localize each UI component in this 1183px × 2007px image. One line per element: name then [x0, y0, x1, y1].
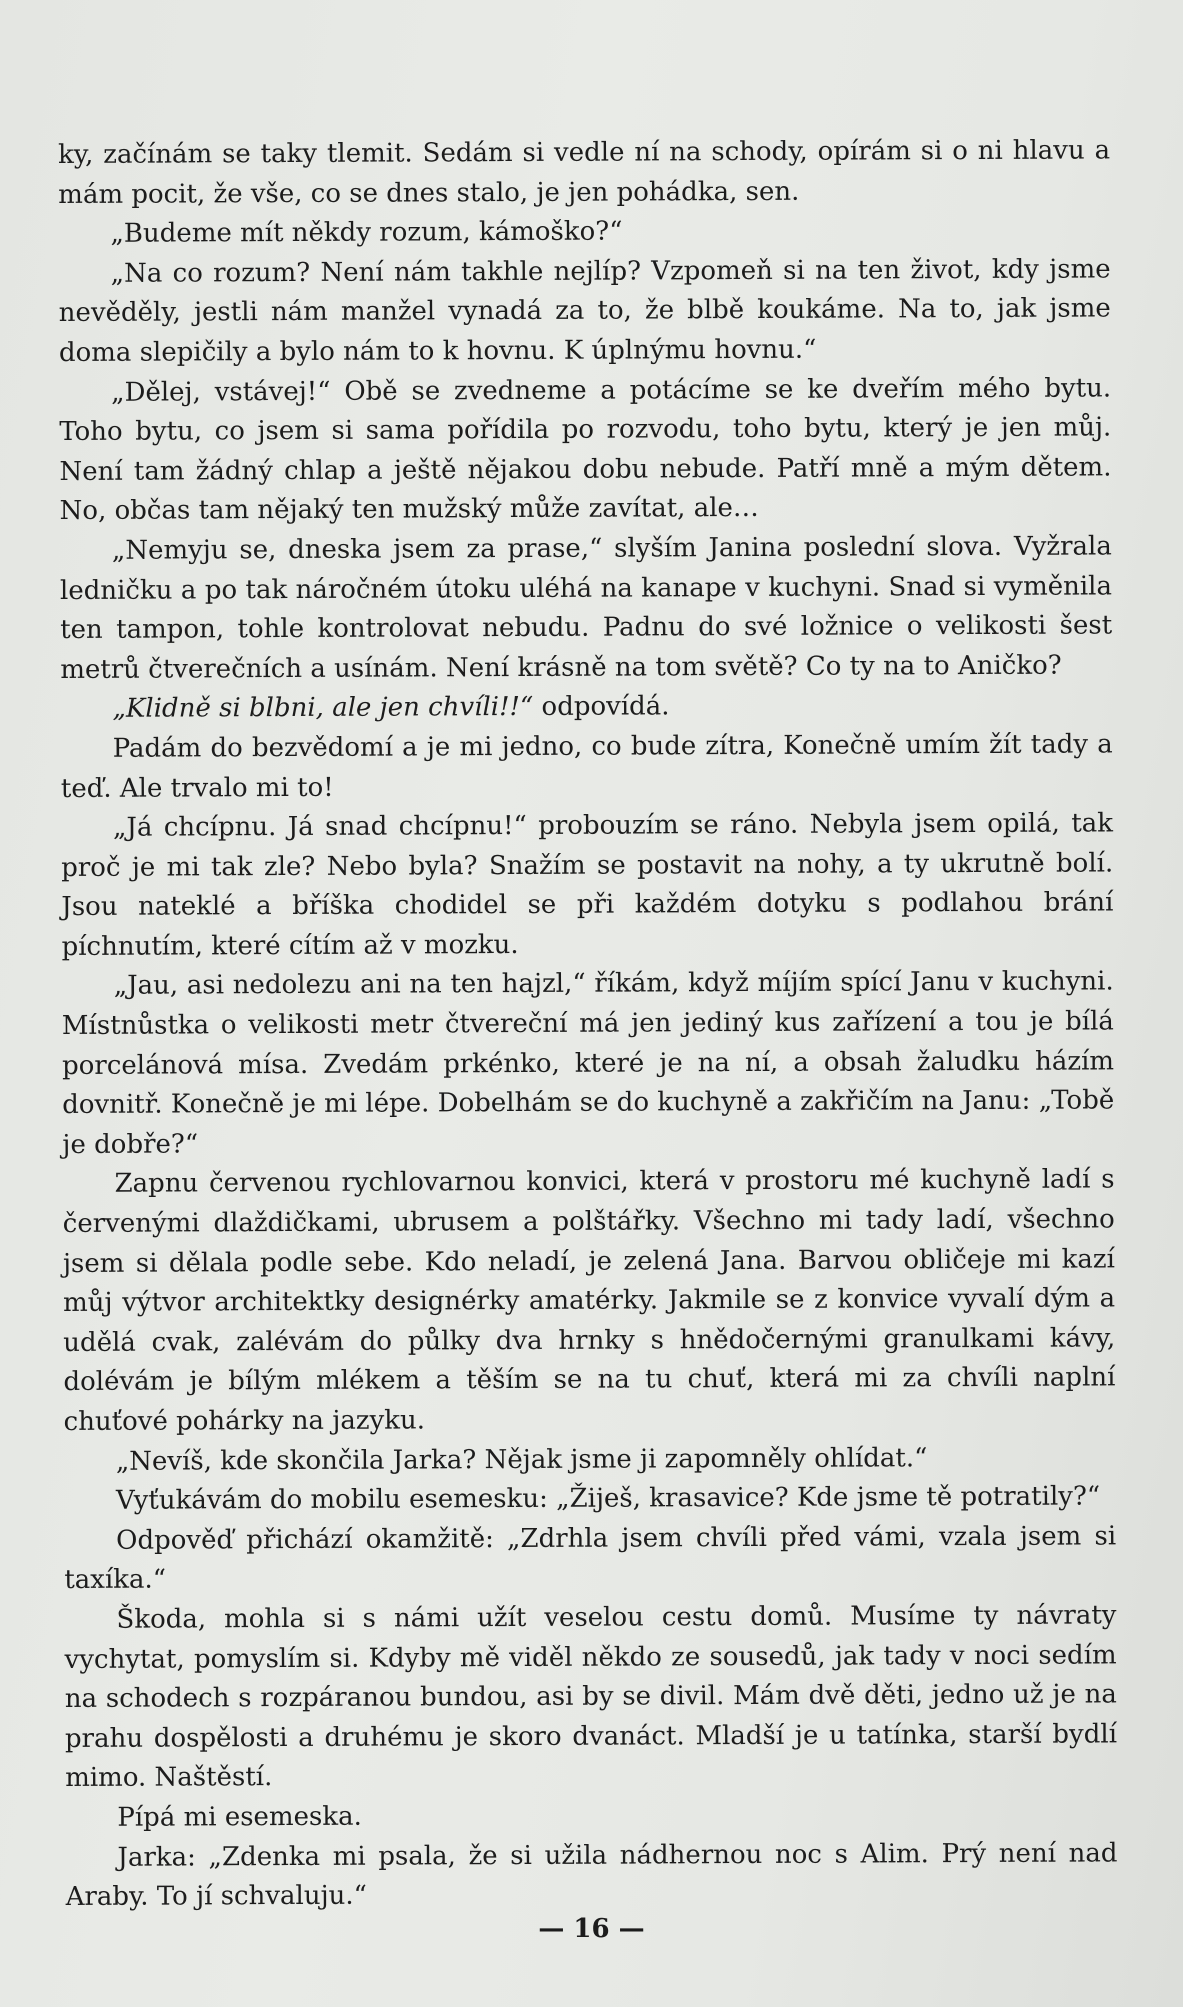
paragraph: ky, začínám se taky tlemit. Sedám si vedle ní na schody, opírám si o ni hlavu a mám pocit, že vše, co se dnes stalo, je jen pohádka, sen.: [58, 135, 1111, 210]
italic-quote: „Klidně si blbni, ale jen chvíli!!“: [112, 692, 534, 725]
paragraph: „Dělej, vstávej!“ Obě se zvedneme a potácíme se ke dveřím mého bytu. Toho bytu, co jsem si sama pořídila po rozvodu, toho bytu, který je jen můj. Není tam žádný chlap a ještě nějakou dobu nebude. Patří mně a mým dětem. No, občas tam nějaký ten mužský může zavítat, ale…: [59, 372, 1112, 527]
paragraph: Padám do bezvědomí a je mi jedno, co bude zítra, Konečně umím žít tady a teď. Ale trvalo mi to!: [60, 729, 1113, 804]
paragraph: „Budeme mít někdy rozum, kámoško?“: [110, 216, 623, 249]
paragraph: „Nemyju se, dneska jsem za prase,“ slyším Janina poslední slova. Vyžrala ledničku a po tak náročném útoku uléhá na kanape v kuchyni. Snad si vyměnila ten tampon, tohle kontrolovat nebudu. Padnu do své ložnice o velikosti šest metrů čtverečních a usínám. Není krásně na tom světě? Co ty na to Aničko?: [59, 531, 1113, 685]
paragraph-italic-quote: [60, 686, 1112, 730]
paragraph: „Já chcípnu. Já snad chcípnu!“ probouzím se ráno. Nebyla jsem opilá, tak proč je mi tak zle? Nebo byla? Snažím se postavit na nohy, a ty ukrutně bolí. Jsou nateklé a bříška chodidel se při každém dotyku s podlahou brání píchnutím, které cítím až v mozku.: [61, 808, 1114, 962]
paragraph: „Na co rozum? Není nám takhle nejlíp? Vzpomeň si na ten život, kdy jsme nevěděly, jestli nám manžel vynadá za to, že blbě koukáme. Na to, jak jsme doma slepičily a bylo nám to k hovnu. K úplnýmu hovnu.“: [58, 254, 1111, 368]
paragraph: „Nevíš, kde skončila Jarka? Nějak jsme ji zapomněly ohlídat.“: [115, 1442, 928, 1477]
paragraph: Pípá mi esemeska.: [117, 1801, 362, 1833]
paragraph: Zapnu červenou rychlovarnou konvici, která v prostoru mé kuchyně ladí s červenými dlaždičkami, ubrusem a polštářky. Všechno mi tady ladí, všechno jsem si dělala podle sebe. Kdo neladí, je zelená Jana. Barvou obličeje mi kazí můj výtvor architektky designérky amatérky. Jakmile se z konvice vyvalí dým a udělá cvak, zalévám do půlky dva hrnky s hnědočernými granulkami kávy, dolévám je bílým mlékem a těším se na tu chuť, která mi za chvíli naplní chuťové pohárky na jazyku.: [62, 1164, 1116, 1437]
paragraph: „Jau, asi nedolezu ani na ten hajzl,“ říkám, když míjím spící Janu v kuchyni. Místnůstka o velikosti metr čtvereční má jen jediný kus zařízení a tou je bílá porcelánová mísa. Zvedám prkénko, které je na ní, a obsah žaludku házím dovnitř. Konečně je mi lépe. Dobelhám se do kuchyně a zakřičím na Janu: „Tobě je dobře?“: [61, 966, 1115, 1160]
paragraph: Jarka: „Zdenka mi psala, že si užila nádhernou noc s Alim. Prý není nad Araby. To jí schvaluju.“: [65, 1837, 1118, 1913]
paragraph: Odpověď přichází okamžitě: „Zdrhla jsem chvíli před vámi, vzala jsem si taxíka.“: [64, 1521, 1117, 1596]
quote-attribution: odpovídá.: [533, 691, 670, 723]
page-number: — 16 —: [538, 1914, 645, 1944]
paragraph: Škoda, mohla si s námi užít veselou cestu domů. Musíme ty návraty vychytat, pomyslím si. Kdyby mě viděl někdo ze sousedů, jak tady v noci sedím na schodech s rozpáranou bundou, asi by se divil. Mám dvě děti, jedno už je na prahu dospělosti a druhému je skoro dvanáct. Mladší je u tatínka, starší bydlí mimo. Naštěstí.: [64, 1600, 1118, 1794]
body-text: [58, 131, 1118, 1917]
paragraph: Vyťukávám do mobilu esemesku: „Žiješ, krasavice? Kde jsme tě potratily?“: [115, 1481, 1101, 1516]
